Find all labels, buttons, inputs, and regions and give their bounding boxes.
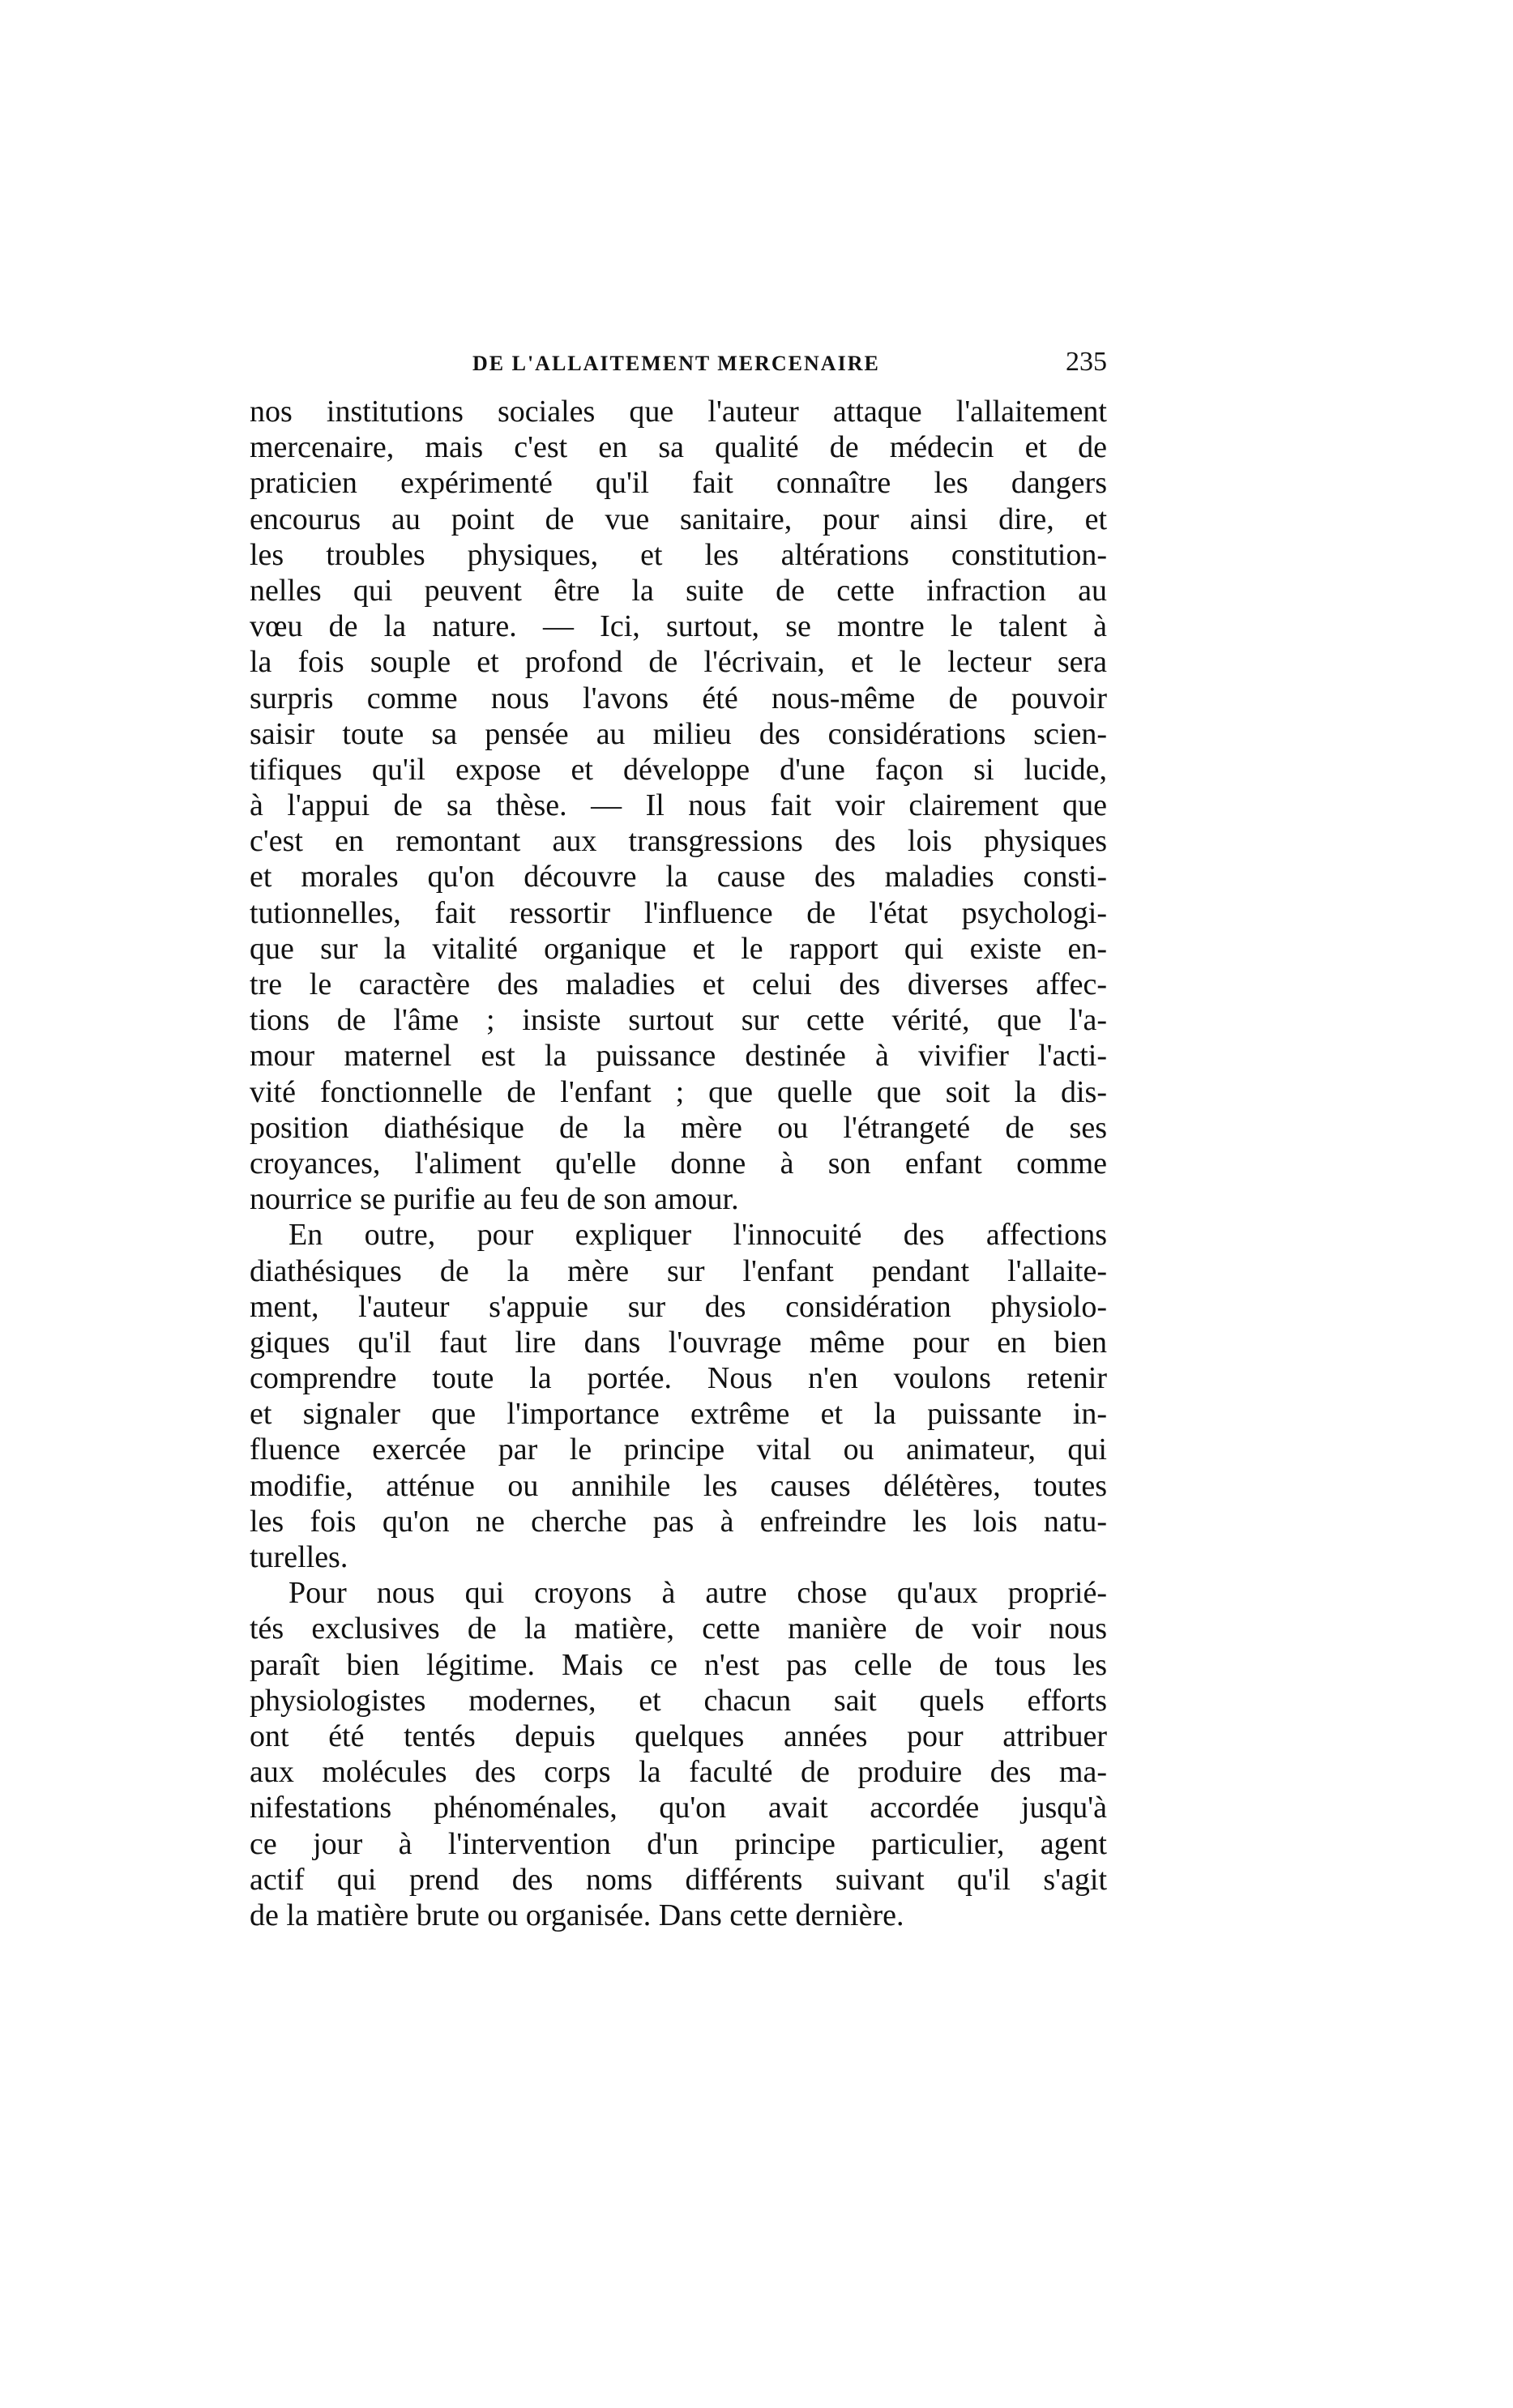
text-line: En outre, pour expliquer l'innocuité des affections (288, 1218, 1107, 1253)
text-line: actif qui prend des noms différents suivant qu'il s'agit (250, 1862, 1107, 1897)
text-line: et morales qu'on découvre la cause des maladies consti- (250, 860, 1107, 894)
text-line: praticien expérimenté qu'il fait connaître les dangers (250, 466, 1107, 501)
paragraph (250, 1217, 1107, 1575)
text-line: Pour nous qui croyons à autre chose qu'aux proprié- (288, 1576, 1107, 1611)
running-header (250, 347, 1107, 379)
text-line: modifie, atténue ou annihile les causes délétères, toutes (250, 1468, 1107, 1503)
text-line: paraît bien légitime. Mais ce n'est pas celle de tous les (250, 1647, 1107, 1682)
text-line: mour maternel est la puissance destinée à vivifier l'acti- (250, 1039, 1107, 1074)
text-line: tions de l'âme ; insiste surtout sur cette vérité, que l'a- (250, 1003, 1107, 1038)
text-line: ce jour à l'intervention d'un principe particulier, agent (250, 1826, 1107, 1861)
text-line: à l'appui de sa thèse. — Il nous fait voir clairement que (250, 788, 1107, 823)
text-line: de la matière brute ou organisée. Dans cette dernière. (250, 1898, 904, 1932)
text-line: fluence exercée par le principe vital ou animateur, qui (250, 1432, 1107, 1467)
text-line: comprendre toute la portée. Nous n'en voulons retenir (250, 1361, 1107, 1396)
text-line: ont été tentés depuis quelques années pour attribuer (250, 1718, 1107, 1753)
text-line: turelles. (250, 1540, 348, 1574)
text-line: la fois souple et profond de l'écrivain, et le lecteur sera (250, 645, 1107, 680)
text-line: les fois qu'on ne cherche pas à enfreindre les lois natu- (250, 1504, 1107, 1539)
text-line: c'est en remontant aux transgressions des lois physiques (250, 824, 1107, 859)
text-line: encourus au point de vue sanitaire, pour ainsi dire, et (250, 502, 1107, 536)
text-line: aux molécules des corps la faculté de produire des ma- (250, 1755, 1107, 1790)
text-line: et signaler que l'importance extrême et la puissante in- (250, 1397, 1107, 1432)
paragraph (250, 1575, 1107, 1933)
text-line: tutionnelles, fait ressortir l'influence de l'état psychologi- (250, 895, 1107, 930)
page-body (250, 394, 1107, 1933)
text-line: nifestations phénoménales, qu'on avait accordée jusqu'à (250, 1791, 1107, 1825)
text-line: physiologistes modernes, et chacun sait quels efforts (250, 1683, 1107, 1718)
text-line: surpris comme nous l'avons été nous-même de pouvoir (250, 681, 1107, 715)
text-line: nelles qui peuvent être la suite de cette infraction au (250, 573, 1107, 608)
text-line: vœu de la nature. — Ici, surtout, se montre le talent à (250, 609, 1107, 644)
text-line: mercenaire, mais c'est en sa qualité de médecin et de (250, 430, 1107, 465)
text-line: tés exclusives de la matière, cette manière de voir nous (250, 1612, 1107, 1646)
paragraph (250, 394, 1107, 1217)
text-line: que sur la vitalité organique et le rapport qui existe en- (250, 931, 1107, 966)
page-number: 235 (1066, 347, 1107, 377)
text-line: les troubles physiques, et les altérations constitution- (250, 537, 1107, 572)
text-line: saisir toute sa pensée au milieu des considérations scien- (250, 716, 1107, 751)
text-line: croyances, l'aliment qu'elle donne à son enfant comme (250, 1146, 1107, 1181)
text-line: giques qu'il faut lire dans l'ouvrage même pour en bien (250, 1325, 1107, 1360)
text-line: tifiques qu'il expose et développe d'une façon si lucide, (250, 752, 1107, 787)
text-line: vité fonctionnelle de l'enfant ; que quelle que soit la dis- (250, 1074, 1107, 1109)
running-title: DE L'ALLAITEMENT MERCENAIRE (472, 352, 880, 375)
text-line: nourrice se purifie au feu de son amour. (250, 1182, 739, 1217)
text-line: diathésiques de la mère sur l'enfant pendant l'allaite- (250, 1253, 1107, 1288)
text-line: tre le caractère des maladies et celui des diverses affec- (250, 967, 1107, 1001)
text-line: nos institutions sociales que l'auteur attaque l'allaitement (250, 395, 1107, 429)
text-line: position diathésique de la mère ou l'étrangeté de ses (250, 1110, 1107, 1145)
text-line: ment, l'auteur s'appuie sur des considération physiolo- (250, 1289, 1107, 1324)
